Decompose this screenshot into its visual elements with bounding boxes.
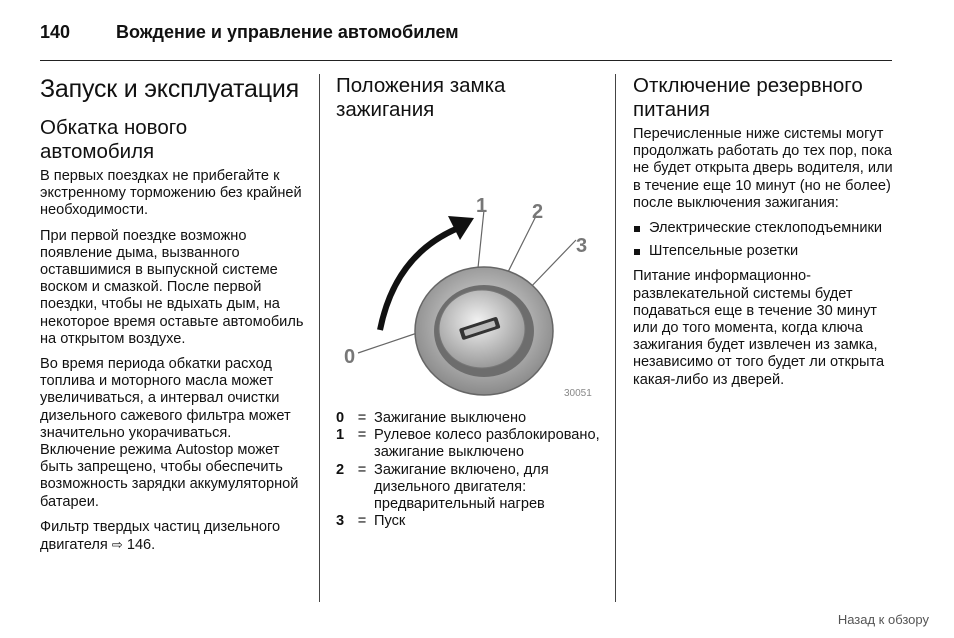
legend-equals: =: [357, 427, 367, 444]
list-item: Электрические стеклоподъемники: [633, 220, 899, 237]
list-item: Штепсельные розетки: [633, 243, 899, 260]
legend-text: Пуск: [374, 513, 406, 530]
paragraph: Питание информационно-развлекательной системы будет подаваться еще в течение 30 минут или до того момента, когда ключа зажигания будет извлечен из замка, независимо от того будет ли открыта какая-либо из дверей.: [633, 268, 885, 388]
column-startup: [40, 74, 306, 562]
subsection-title: Обкатка нового автомобиля: [40, 116, 188, 163]
legend-number: 1: [336, 427, 345, 444]
column-ignition: [336, 74, 602, 530]
legend-equals: =: [357, 513, 367, 530]
legend-text: Зажигание включено, для дизельного двигателя: предварительный нагрев: [374, 461, 549, 513]
ignition-lock-illustration: [336, 130, 598, 400]
page-header: [40, 20, 892, 61]
paragraph: Перечисленные ниже системы могут продолжать работать до тех пор, пока не будет открыта дверь водителя, или в течение еще 10 минут (но не более) после выключения зажигания:: [633, 126, 893, 211]
legend-item: [336, 410, 602, 427]
ignition-diagram: [336, 130, 598, 400]
figure-code: 30051: [564, 388, 592, 399]
legend-equals: =: [357, 461, 367, 478]
legend-item: [336, 462, 602, 514]
paragraph: Во время периода обкатки расход топлива и моторного масла может увеличиваться, а интервал очистки дизельного сажевого фильтра может значительно укорачиваться. Включение режима Autostop может быть запрещено, чтобы обеспечить возможность зарядки аккумуляторной батареи.: [40, 356, 299, 510]
back-to-overview-link[interactable]: Назад к обзору: [837, 612, 929, 627]
column-divider: [319, 74, 320, 602]
bullet-list: [633, 220, 899, 260]
cross-reference-arrow-icon[interactable]: ⇨: [111, 537, 123, 553]
position-label-2: 2: [532, 201, 544, 223]
page-number: 140: [40, 22, 71, 42]
xref-link[interactable]: 146.: [126, 537, 156, 554]
position-label-0: 0: [344, 346, 356, 368]
legend-item: [336, 427, 602, 461]
legend-number: 3: [336, 513, 345, 530]
section-title: Отключение резервного питания: [633, 74, 863, 121]
legend-item: [336, 513, 602, 530]
section-title: Запуск и эксплуатация: [40, 75, 299, 103]
position-legend: [336, 410, 602, 530]
legend-text: Зажигание выключено: [374, 410, 527, 426]
running-title: Вождение и управление автомобилем: [116, 22, 459, 42]
paragraph-xref: [40, 519, 306, 554]
section-title: Положения замка зажигания: [336, 74, 506, 121]
xref-text: Фильтр твердых частиц дизельного двигателя: [40, 518, 281, 554]
column-divider: [615, 74, 616, 602]
legend-number: 2: [336, 461, 345, 478]
legend-text: Рулевое колесо разблокировано, зажигание выключено: [374, 427, 600, 461]
position-label-3: 3: [576, 235, 588, 257]
paragraph: В первых поездках не прибегайте к экстренному торможению без крайней необходимости.: [40, 168, 302, 219]
legend-number: 0: [336, 410, 345, 426]
position-label-1: 1: [476, 195, 488, 217]
column-retained-power: [633, 74, 899, 397]
paragraph: При первой поездке возможно появление дыма, вызванного оставшимися в выпускной системе воском и смазкой. После первой поездки, чтобы не вдыхать дым, на некоторое время оставьте автомобиль на открытом воздухе.: [40, 227, 304, 347]
legend-equals: =: [357, 410, 367, 426]
